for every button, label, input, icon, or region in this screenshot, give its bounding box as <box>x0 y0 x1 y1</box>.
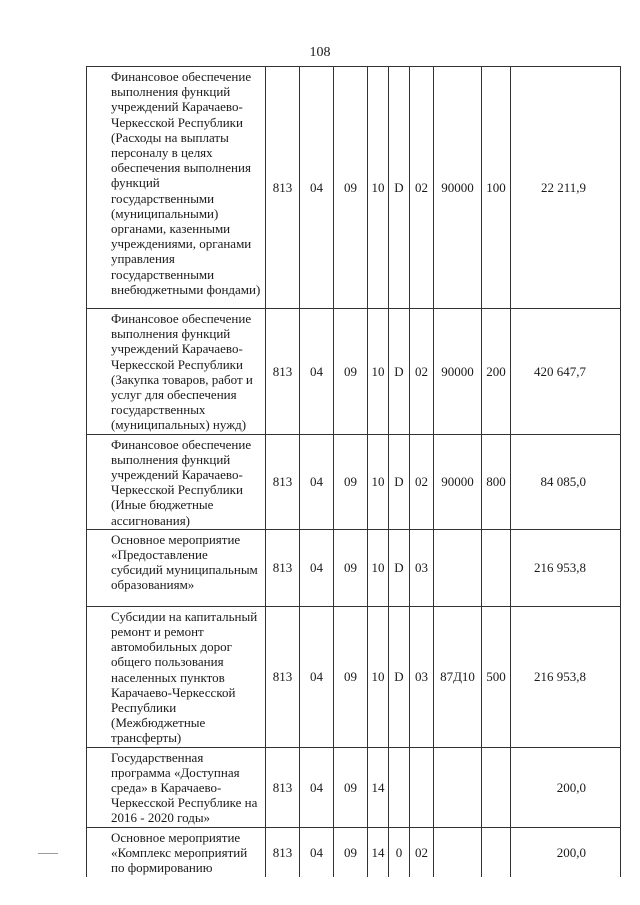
direction-code <box>434 827 482 877</box>
direction-code: 90000 <box>434 309 482 435</box>
program-code: 14 <box>368 747 389 827</box>
table-row <box>87 747 621 827</box>
table-row <box>87 67 621 309</box>
amount: 200,0 <box>511 827 621 877</box>
event-code: 03 <box>410 606 434 747</box>
subsection-code: 09 <box>334 747 368 827</box>
expense-type-code: 800 <box>482 434 511 529</box>
scan-artifact <box>38 853 58 854</box>
expense-type-code <box>482 827 511 877</box>
subprogram-code <box>389 747 410 827</box>
table-row <box>87 529 621 606</box>
expense-type-code: 500 <box>482 606 511 747</box>
expense-type-code <box>482 529 511 606</box>
subprogram-code: D <box>389 529 410 606</box>
section-code: 04 <box>300 309 334 435</box>
ministry-code: 813 <box>266 309 300 435</box>
subsection-code: 09 <box>334 827 368 877</box>
ministry-code: 813 <box>266 827 300 877</box>
amount: 216 953,8 <box>511 606 621 747</box>
subsection-code: 09 <box>334 606 368 747</box>
event-code: 03 <box>410 529 434 606</box>
program-code: 10 <box>368 67 389 309</box>
expense-name: Государственная программа «Доступная среда» в Карачаево-Черкесской Республике на 2016 - 2020 годы» <box>87 747 266 827</box>
subsection-code: 09 <box>334 434 368 529</box>
expense-type-code <box>482 747 511 827</box>
ministry-code: 813 <box>266 747 300 827</box>
table-row <box>87 434 621 529</box>
event-code: 02 <box>410 827 434 877</box>
subprogram-code: D <box>389 606 410 747</box>
subprogram-code: D <box>389 67 410 309</box>
section-code: 04 <box>300 67 334 309</box>
direction-code: 87Д10 <box>434 606 482 747</box>
program-code: 10 <box>368 606 389 747</box>
section-code: 04 <box>300 529 334 606</box>
amount: 200,0 <box>511 747 621 827</box>
expense-name: Финансовое обеспечение выполнения функций учреждений Карачаево-Черкесской Республики (Иные бюджетные ассигнования) <box>87 434 266 529</box>
program-code: 10 <box>368 529 389 606</box>
subprogram-code: 0 <box>389 827 410 877</box>
ministry-code: 813 <box>266 67 300 309</box>
expense-name: Основное мероприятие «Комплекс мероприятий по формированию <box>87 827 266 877</box>
amount: 216 953,8 <box>511 529 621 606</box>
program-code: 14 <box>368 827 389 877</box>
expense-type-code: 100 <box>482 67 511 309</box>
ministry-code: 813 <box>266 529 300 606</box>
subprogram-code: D <box>389 434 410 529</box>
expense-name: Финансовое обеспечение выполнения функций учреждений Карачаево-Черкесской Республики (Расходы на выплаты персоналу в целях обеспечения выполнения функций государственными (муниципальными) органами, казенными учреждениями, органами управления государственными внебюджетными фондами) <box>87 67 266 309</box>
event-code <box>410 747 434 827</box>
section-code: 04 <box>300 827 334 877</box>
subsection-code: 09 <box>334 309 368 435</box>
amount: 84 085,0 <box>511 434 621 529</box>
expense-name: Основное мероприятие «Предоставление субсидий муниципальным образованиям» <box>87 529 266 606</box>
table-row <box>87 827 621 877</box>
expense-name: Субсидии на капитальный ремонт и ремонт автомобильных дорог общего пользования населенных пунктов Карачаево-Черкесской Республики (Межбюджетные трансферты) <box>87 606 266 747</box>
subprogram-code: D <box>389 309 410 435</box>
section-code: 04 <box>300 606 334 747</box>
section-code: 04 <box>300 747 334 827</box>
event-code: 02 <box>410 67 434 309</box>
subsection-code: 09 <box>334 67 368 309</box>
amount: 420 647,7 <box>511 309 621 435</box>
section-code: 04 <box>300 434 334 529</box>
event-code: 02 <box>410 434 434 529</box>
ministry-code: 813 <box>266 606 300 747</box>
table-row <box>87 309 621 435</box>
direction-code <box>434 529 482 606</box>
table-row <box>87 606 621 747</box>
direction-code: 90000 <box>434 434 482 529</box>
expense-type-code: 200 <box>482 309 511 435</box>
ministry-code: 813 <box>266 434 300 529</box>
program-code: 10 <box>368 309 389 435</box>
event-code: 02 <box>410 309 434 435</box>
program-code: 10 <box>368 434 389 529</box>
subsection-code: 09 <box>334 529 368 606</box>
direction-code <box>434 747 482 827</box>
amount: 22 211,9 <box>511 67 621 309</box>
expense-name: Финансовое обеспечение выполнения функций учреждений Карачаево-Черкесской Республики (Закупка товаров, работ и услуг для обеспечения государственных (муниципальных) нужд) <box>87 309 266 435</box>
budget-table <box>86 66 621 877</box>
page-number: 108 <box>309 45 331 60</box>
direction-code: 90000 <box>434 67 482 309</box>
